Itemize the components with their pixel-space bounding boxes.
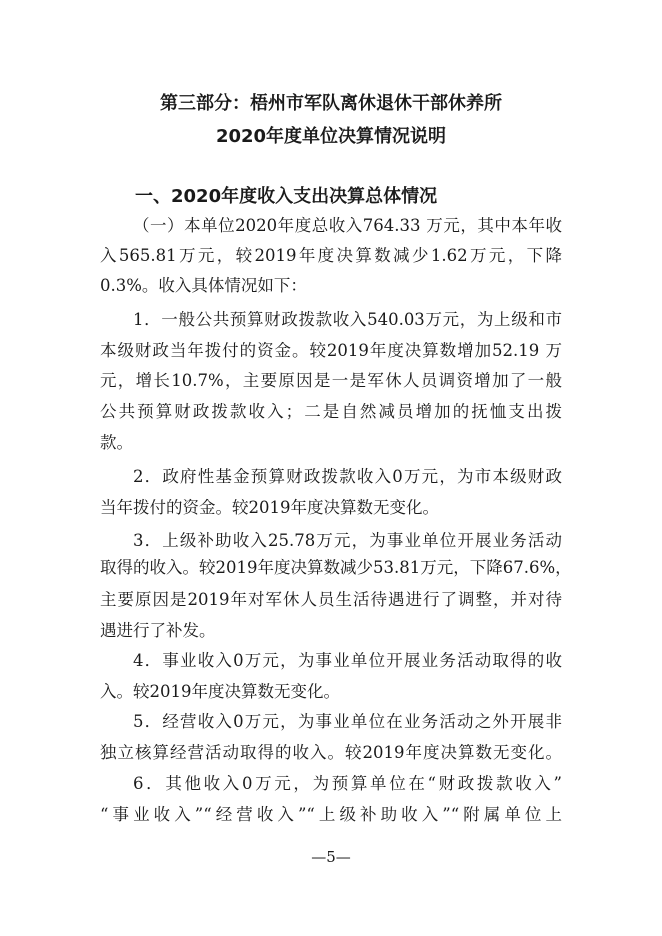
page-number: —5— xyxy=(311,848,351,866)
text-line: 0.3%。收入具体情况如下： xyxy=(100,276,307,295)
text-line: “事业收入”“经营收入”“上级补助收入”“附属单位上 xyxy=(100,805,562,824)
text-line: 1．一般公共预算财政拨款收入540.03万元，为上级和市 xyxy=(133,310,562,329)
text-line: （一）本单位2020年度总收入764.33 万元，其中本年收 xyxy=(133,216,562,235)
text-line: 4．事业收入0万元，为事业单位开展业务活动取得的收 xyxy=(133,651,562,670)
section-heading: 一、2020年度收入支出决算总体情况 xyxy=(135,186,438,207)
text-line: 入565.81万元，较2019年度决算数减少1.62万元，下降 xyxy=(100,246,562,265)
text-line: 公共预算财政拨款收入；二是自然减员增加的抚恤支出拨 xyxy=(100,402,562,421)
text-line: 入。较2019年度决算数无变化。 xyxy=(100,682,340,701)
text-line: 独立核算经营活动取得的收入。较2019年度决算数无变化。 xyxy=(100,743,562,762)
text-line: 6．其他收入0万元，为预算单位在“财政拨款收入” xyxy=(133,774,562,793)
text-line: 本级财政当年拨付的资金。较2019年度决算数增加52.19 万 xyxy=(100,341,562,360)
text-line: 元，增长10.7%，主要原因是一是军休人员调资增加了一般 xyxy=(100,371,562,390)
text-line: 款。 xyxy=(100,433,133,452)
text-line: 主要原因是2019年对军休人员生活待遇进行了调整，并对待 xyxy=(100,590,562,609)
document-title-line-1: 第三部分：梧州市军队离休退休干部休养所 xyxy=(160,93,502,114)
document-title-line-2: 2020年度单位决算情况说明 xyxy=(215,126,447,147)
text-line: 当年拨付的资金。较2019年度决算数无变化。 xyxy=(100,498,439,517)
text-line: 5．经营收入0万元，为事业单位在业务活动之外开展非 xyxy=(133,712,562,731)
text-line: 3．上级补助收入25.78万元，为事业单位开展业务活动 xyxy=(133,531,562,550)
text-line: 取得的收入。较2019年度决算数减少53.81万元，下降67.6%， xyxy=(100,558,572,577)
text-line: 2．政府性基金预算财政拨款收入0万元，为市本级财政 xyxy=(133,467,562,486)
text-line: 遇进行了补发。 xyxy=(100,621,216,640)
